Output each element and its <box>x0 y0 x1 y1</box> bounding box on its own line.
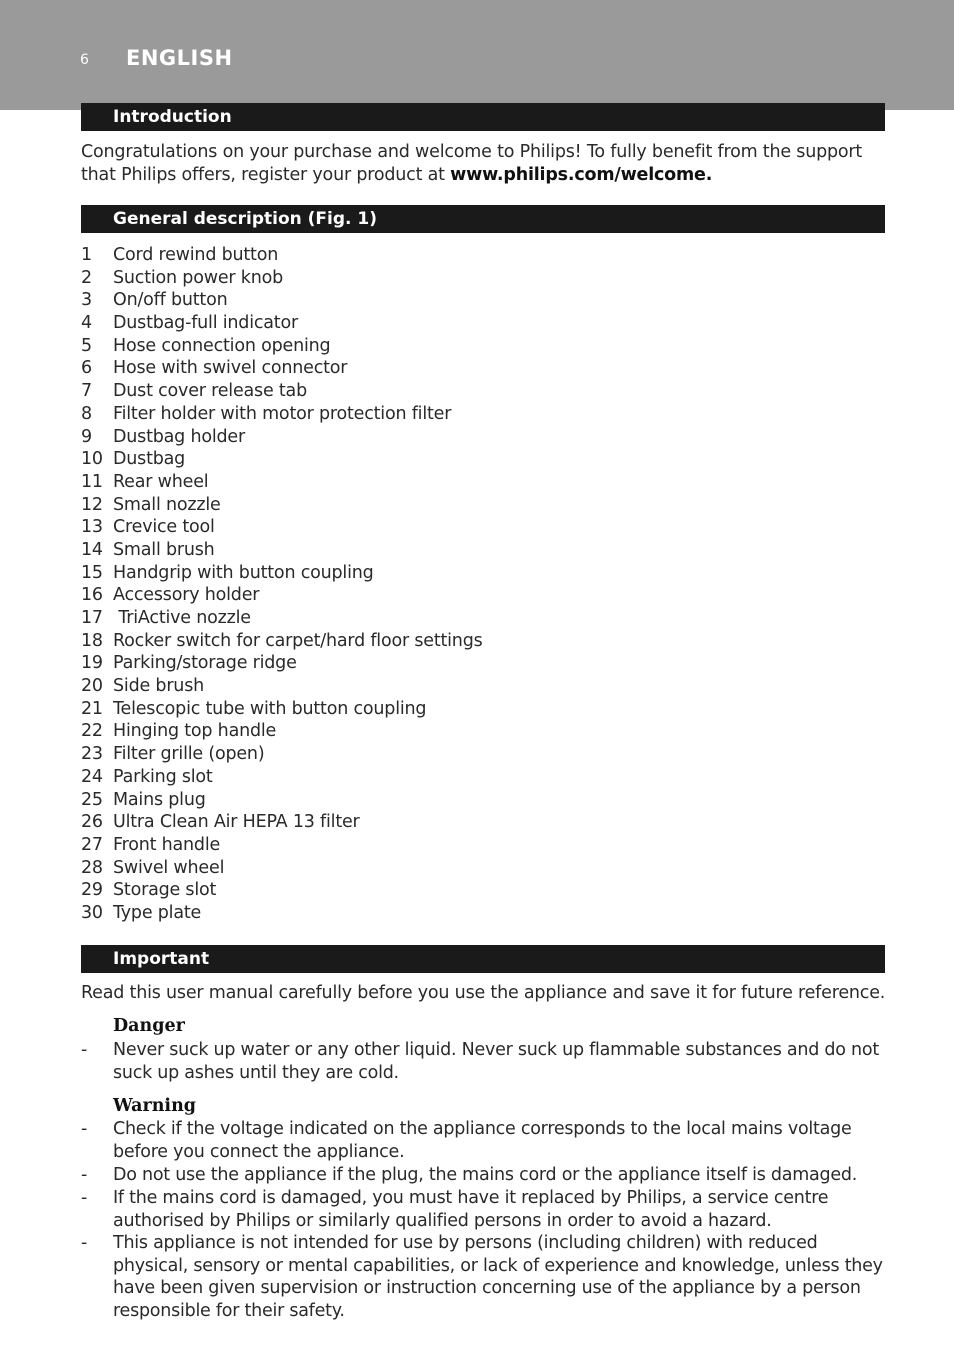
list-item-number: 30 <box>81 902 103 923</box>
parts-list <box>81 244 881 925</box>
list-item <box>81 516 881 539</box>
danger-item <box>81 1039 887 1084</box>
warning-item <box>81 1232 887 1323</box>
list-item <box>81 743 881 766</box>
page-number: 6 <box>80 52 89 68</box>
list-item <box>81 789 881 812</box>
list-item-number: 15 <box>81 562 103 583</box>
list-item-number: 12 <box>81 494 103 515</box>
list-item-label: Parking slot <box>113 766 213 787</box>
warning-item <box>81 1164 887 1187</box>
list-item-number: 28 <box>81 857 103 878</box>
philips-welcome-link[interactable]: www.philips.com/welcome. <box>450 164 713 185</box>
list-item <box>81 403 881 426</box>
list-item <box>81 652 881 675</box>
list-item-label: On/off button <box>113 290 228 311</box>
list-item <box>81 834 881 857</box>
warning-item <box>81 1187 887 1232</box>
list-item-number: 11 <box>81 471 103 492</box>
list-item-label: Accessory holder <box>113 585 260 606</box>
list-item <box>81 811 881 834</box>
list-item-label: Swivel wheel <box>113 857 225 878</box>
list-item-number: 26 <box>81 812 103 833</box>
list-item-label: Small brush <box>113 539 215 560</box>
list-item-label: Rocker switch for carpet/hard floor settings <box>113 630 483 651</box>
list-item-number: 8 <box>81 403 92 424</box>
list-item-number: 17 <box>81 608 103 628</box>
list-item-label: Side brush <box>113 676 205 697</box>
list-item-number: 7 <box>81 381 92 402</box>
list-item <box>81 312 881 335</box>
list-item-number: 6 <box>81 358 92 379</box>
list-item-number: 27 <box>81 834 103 855</box>
list-item-label: Handgrip with button coupling <box>113 562 374 583</box>
section-heading-introduction: Introduction <box>81 103 885 131</box>
warning-heading: Warning <box>113 1096 197 1116</box>
introduction-text: Congratulations on your purchase and welcome to Philips! To fully benefit from the support that Philips offers, register your product at <box>81 142 863 185</box>
bullet-dash: - <box>81 1188 88 1208</box>
list-item-number: 1 <box>81 245 92 265</box>
list-item <box>81 562 881 585</box>
danger-item-text: Never suck up water or any other liquid. Never suck up flammable substances and do not suck up ashes until they are cold. <box>113 1040 879 1083</box>
list-item <box>81 335 881 358</box>
list-item <box>81 471 881 494</box>
list-item-label: Front handle <box>113 834 221 855</box>
list-item-number: 19 <box>81 653 103 674</box>
list-item-label: Dustbag <box>113 449 186 470</box>
list-item <box>81 357 881 380</box>
list-item-label: Storage slot <box>113 880 217 901</box>
list-item-number: 16 <box>81 585 103 606</box>
list-item-label: Suction power knob <box>113 267 283 288</box>
list-item-label: Dustbag-full indicator <box>113 313 298 334</box>
bullet-dash: - <box>81 1119 88 1139</box>
list-item <box>81 426 881 449</box>
list-item-number: 13 <box>81 517 103 538</box>
bullet-dash: - <box>81 1233 88 1253</box>
section-heading-important: Important <box>81 945 885 973</box>
list-item-number: 22 <box>81 721 103 742</box>
list-item-label: Dustbag holder <box>113 426 245 447</box>
list-item <box>81 630 881 653</box>
warning-item-text: This appliance is not intended for use by persons (including children) with reduced physical, sensory or mental capabilities, or lack of experience and knowledge, unless they have been given supervision or instruction concerning use of the appliance by a person responsible for their safety. <box>113 1233 883 1322</box>
list-item <box>81 879 881 902</box>
list-item-label: Telescopic tube with button coupling <box>113 698 427 719</box>
bullet-dash: - <box>81 1165 88 1185</box>
list-item <box>81 675 881 698</box>
list-item-number: 23 <box>81 744 103 765</box>
warning-item-text: Do not use the appliance if the plug, the mains cord or the appliance itself is damaged. <box>113 1165 858 1185</box>
list-item-label: Cord rewind button <box>113 245 279 265</box>
list-item-label: Small nozzle <box>113 494 221 515</box>
list-item-number: 18 <box>81 630 103 651</box>
list-item <box>81 289 881 312</box>
list-item-label: Crevice tool <box>113 517 215 538</box>
list-item-label: Hinging top handle <box>113 721 277 742</box>
list-item <box>81 380 881 403</box>
list-item-label: Rear wheel <box>113 471 209 492</box>
list-item <box>81 584 881 607</box>
list-item-number: 4 <box>81 313 92 334</box>
list-item <box>81 607 881 630</box>
list-item <box>81 698 881 721</box>
list-item <box>81 766 881 789</box>
list-item-number: 25 <box>81 789 103 810</box>
list-item-number: 20 <box>81 676 103 697</box>
important-intro: Read this user manual carefully before you use the appliance and save it for future reference. <box>81 983 886 1003</box>
warning-item-text: If the mains cord is damaged, you must have it replaced by Philips, a service centre authorised by Philips or similarly qualified persons in order to avoid a hazard. <box>113 1188 829 1231</box>
list-item-label: Parking/storage ridge <box>113 653 297 674</box>
list-item <box>81 902 881 925</box>
list-item-label: Dust cover release tab <box>113 381 307 402</box>
list-item-number: 14 <box>81 539 103 560</box>
bullet-dash: - <box>81 1040 88 1060</box>
list-item-number: 2 <box>81 267 92 288</box>
list-item <box>81 494 881 517</box>
list-item-label: Filter grille (open) <box>113 744 265 765</box>
list-item-number: 3 <box>81 290 92 311</box>
list-item-label: Hose connection opening <box>113 335 331 356</box>
list-item-label: Mains plug <box>113 789 206 810</box>
list-item-number: 10 <box>81 449 103 470</box>
list-item-label: Ultra Clean Air HEPA 13 filter <box>113 812 360 833</box>
list-item <box>81 244 881 267</box>
warning-item-text: Check if the voltage indicated on the appliance corresponds to the local mains voltage before you connect the appliance. <box>113 1119 852 1162</box>
introduction-paragraph <box>81 141 887 186</box>
list-item-number: 9 <box>81 426 92 447</box>
list-item-label: TriActive nozzle <box>113 608 251 628</box>
list-item <box>81 857 881 880</box>
list-item-label: Hose with swivel connector <box>113 358 348 379</box>
section-heading-general-description: General description (Fig. 1) <box>81 205 885 233</box>
list-item <box>81 539 881 562</box>
list-item-number: 21 <box>81 698 103 719</box>
list-item <box>81 267 881 290</box>
list-item-label: Filter holder with motor protection filter <box>113 403 452 424</box>
list-item-number: 29 <box>81 880 103 901</box>
list-item-label: Type plate <box>113 902 202 923</box>
list-item <box>81 448 881 471</box>
list-item <box>81 720 881 743</box>
warning-item <box>81 1118 887 1163</box>
page-header-band <box>0 0 954 110</box>
list-item-number: 24 <box>81 766 103 787</box>
language-title: ENGLISH <box>126 46 233 70</box>
list-item-number: 5 <box>81 335 92 356</box>
danger-heading: Danger <box>113 1016 185 1036</box>
